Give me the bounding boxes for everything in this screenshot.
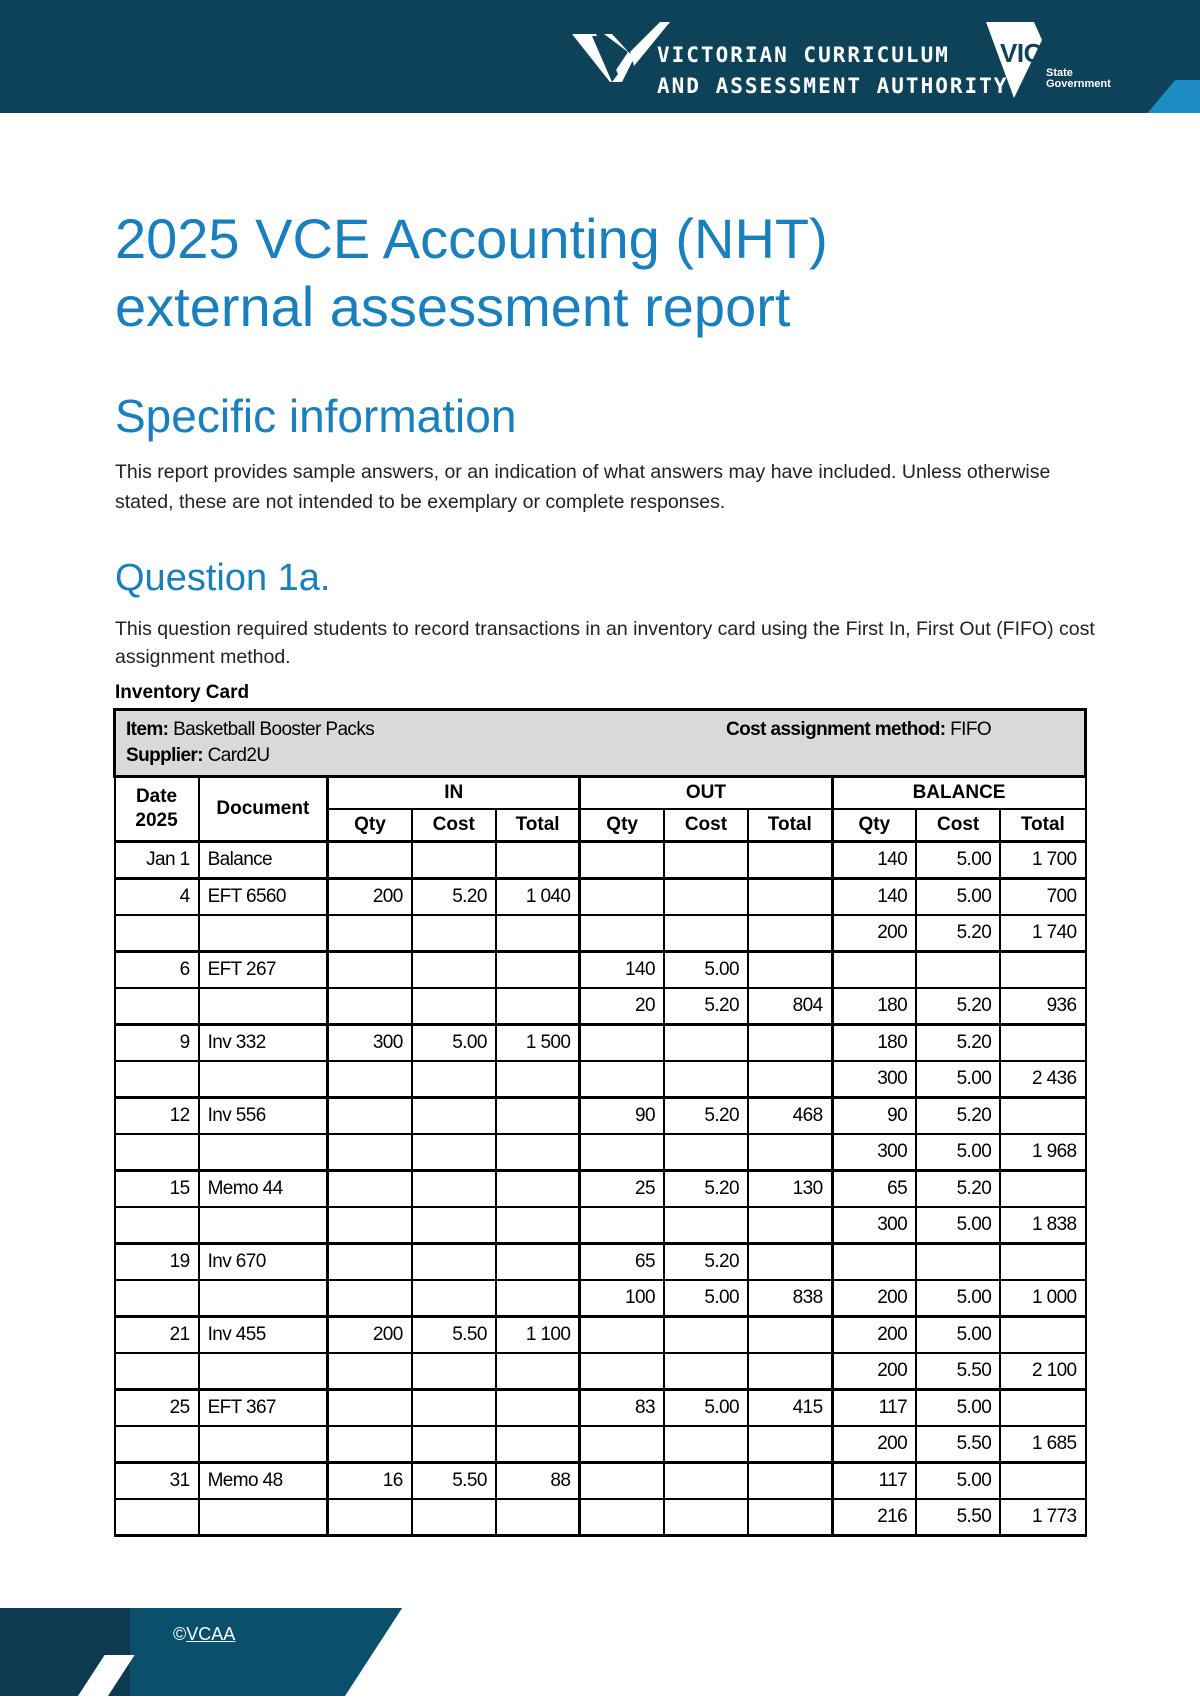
cell-in-cost (412, 915, 496, 952)
cell-out-total (748, 1463, 832, 1500)
cell-in-total (496, 1280, 580, 1317)
cell-balance-qty (832, 1244, 916, 1281)
cell-balance-total (1000, 1390, 1085, 1427)
cell-date: 31 (115, 1463, 199, 1500)
cell-balance-cost: 5.20 (916, 988, 1000, 1025)
cell-out-qty (580, 879, 664, 916)
cell-in-total (496, 842, 580, 879)
cell-balance-total: 1 968 (1000, 1134, 1085, 1171)
cell-balance-total: 2 100 (1000, 1353, 1085, 1390)
vcaa-link[interactable]: VCAA (186, 1624, 236, 1644)
cell-balance-total: 1 740 (1000, 915, 1085, 952)
cell-in-cost (412, 1098, 496, 1135)
header-accent-stripe (1125, 80, 1200, 113)
cell-balance-cost: 5.20 (916, 915, 1000, 952)
cell-in-total (496, 1207, 580, 1244)
cell-balance-qty: 300 (832, 1134, 916, 1171)
cell-out-cost (664, 879, 748, 916)
cell-in-total (496, 1426, 580, 1463)
cell-date (115, 1353, 199, 1390)
cell-document (199, 988, 328, 1025)
cell-in-cost: 5.50 (412, 1463, 496, 1500)
cell-balance-cost: 5.00 (916, 1463, 1000, 1500)
page-title-line1: 2025 VCE Accounting (NHT) (115, 207, 828, 270)
question-1a-text: This question required students to record transactions in an inventory card using the First In, First Out (FIFO) cost assignment method. (115, 618, 1095, 668)
cell-date: 9 (115, 1025, 199, 1062)
cell-document: Balance (199, 842, 328, 879)
cell-in-cost: 5.20 (412, 879, 496, 916)
item-value: Basketball Booster Packs (168, 719, 375, 740)
cell-date (115, 988, 199, 1025)
vcaa-wordmark-line1: VICTORIAN CURRICULUM (657, 43, 950, 67)
cell-document: Memo 44 (199, 1171, 328, 1208)
cell-out-cost: 5.00 (664, 1390, 748, 1427)
cell-date: Jan 1 (115, 842, 199, 879)
cell-document (199, 1134, 328, 1171)
cell-balance-total: 1 000 (1000, 1280, 1085, 1317)
balance-cost-header: Cost (916, 809, 1000, 842)
cell-in-cost (412, 1280, 496, 1317)
cell-balance-total (1000, 1463, 1085, 1500)
cell-out-cost (664, 1499, 748, 1536)
cell-in-cost (412, 1207, 496, 1244)
cell-in-qty (328, 1426, 412, 1463)
cell-document (199, 1207, 328, 1244)
cell-out-qty (580, 915, 664, 952)
cell-in-total (496, 1353, 580, 1390)
cell-in-total (496, 1098, 580, 1135)
cell-date: 19 (115, 1244, 199, 1281)
cell-in-qty (328, 1134, 412, 1171)
cell-out-qty: 83 (580, 1390, 664, 1427)
cell-date: 15 (115, 1171, 199, 1208)
date-header-line2: 2025 (135, 810, 178, 831)
cell-in-total (496, 988, 580, 1025)
cell-balance-cost: 5.00 (916, 1390, 1000, 1427)
out-group-header: OUT (580, 777, 832, 810)
cell-document: EFT 6560 (199, 879, 328, 916)
out-qty-header: Qty (580, 809, 664, 842)
balance-group-header: BALANCE (832, 777, 1085, 810)
cell-in-cost: 5.50 (412, 1317, 496, 1354)
cell-date: 25 (115, 1390, 199, 1427)
balance-qty-header: Qty (832, 809, 916, 842)
cell-out-cost (664, 1207, 748, 1244)
cell-out-cost: 5.20 (664, 988, 748, 1025)
cell-in-cost (412, 1171, 496, 1208)
cell-out-total: 130 (748, 1171, 832, 1208)
table-row (115, 1244, 1086, 1281)
cell-out-total: 838 (748, 1280, 832, 1317)
cell-in-total (496, 1134, 580, 1171)
table-row (115, 1280, 1086, 1317)
cell-date: 6 (115, 952, 199, 989)
date-column-header (115, 777, 199, 842)
cell-balance-qty: 180 (832, 988, 916, 1025)
supplier-label: Supplier: (126, 745, 203, 766)
cell-in-qty (328, 952, 412, 989)
vcaa-wordmark (657, 40, 1008, 102)
cell-out-qty (580, 1317, 664, 1354)
cell-balance-qty: 180 (832, 1025, 916, 1062)
cell-out-qty (580, 842, 664, 879)
table-row (115, 1171, 1086, 1208)
cell-out-qty: 65 (580, 1244, 664, 1281)
cell-balance-qty: 200 (832, 1426, 916, 1463)
cell-in-cost: 5.00 (412, 1025, 496, 1062)
cell-balance-cost: 5.00 (916, 1280, 1000, 1317)
cell-document (199, 1426, 328, 1463)
cell-balance-total (1000, 1317, 1085, 1354)
cell-in-qty: 300 (328, 1025, 412, 1062)
state-government-text (1046, 68, 1126, 90)
cell-out-total (748, 842, 832, 879)
cell-out-qty (580, 1426, 664, 1463)
cell-in-cost (412, 1390, 496, 1427)
cell-document: Inv 455 (199, 1317, 328, 1354)
government-text: Government (1046, 78, 1111, 90)
cell-in-cost (412, 988, 496, 1025)
cell-in-qty (328, 988, 412, 1025)
in-total-header: Total (496, 809, 580, 842)
cell-out-cost (664, 1317, 748, 1354)
supplier-field (126, 743, 1074, 769)
cell-balance-total: 936 (1000, 988, 1085, 1025)
cell-in-cost (412, 1426, 496, 1463)
cell-balance-cost: 5.50 (916, 1426, 1000, 1463)
table-row (115, 1207, 1086, 1244)
table-row (115, 952, 1086, 989)
cell-out-cost (664, 1061, 748, 1098)
table-row (115, 1390, 1086, 1427)
table-row (115, 842, 1086, 879)
cell-out-cost: 5.20 (664, 1171, 748, 1208)
specific-information-heading: Specific information (115, 390, 517, 442)
table-row (115, 1499, 1086, 1536)
specific-information-text: This report provides sample answers, or an indication of what answers may have included. Unless otherwise stated, these are not intended to be exemplary or complete responses. (115, 461, 1051, 513)
cell-in-total (496, 1390, 580, 1427)
cell-balance-total: 1 685 (1000, 1426, 1085, 1463)
item-label: Item: (126, 719, 169, 740)
table-row (115, 1426, 1086, 1463)
cell-in-qty (328, 1061, 412, 1098)
cell-date (115, 1134, 199, 1171)
table-row (115, 1061, 1086, 1098)
cell-in-qty (328, 842, 412, 879)
cell-balance-cost (916, 952, 1000, 989)
cell-in-qty (328, 1280, 412, 1317)
cell-balance-qty: 200 (832, 1280, 916, 1317)
cell-out-qty: 90 (580, 1098, 664, 1135)
method-field (726, 717, 991, 743)
in-cost-header: Cost (412, 809, 496, 842)
cell-in-cost (412, 952, 496, 989)
out-cost-header: Cost (664, 809, 748, 842)
cell-balance-qty: 216 (832, 1499, 916, 1536)
cell-out-total (748, 1207, 832, 1244)
vcaa-wordmark-line2: AND ASSESSMENT AUTHORITY (657, 74, 1009, 98)
cell-out-qty (580, 1061, 664, 1098)
cell-balance-total (1000, 1171, 1085, 1208)
inventory-card-caption: Inventory Card (115, 682, 250, 703)
cell-out-total: 804 (748, 988, 832, 1025)
cell-in-qty (328, 1171, 412, 1208)
cell-out-cost (664, 842, 748, 879)
cell-balance-total (1000, 1025, 1085, 1062)
cell-document: Memo 48 (199, 1463, 328, 1500)
table-row (115, 1317, 1086, 1354)
cell-in-cost (412, 1061, 496, 1098)
card-header-row-1 (115, 777, 1086, 810)
cell-in-cost (412, 1244, 496, 1281)
cell-document (199, 1353, 328, 1390)
cell-out-total (748, 1499, 832, 1536)
cell-balance-qty: 300 (832, 1207, 916, 1244)
cell-date: 21 (115, 1317, 199, 1354)
method-value: FIFO (945, 719, 992, 740)
cell-balance-cost: 5.00 (916, 1134, 1000, 1171)
state-text: State (1046, 67, 1073, 79)
cell-out-qty (580, 1463, 664, 1500)
cell-out-cost (664, 1463, 748, 1500)
cell-in-qty: 200 (328, 879, 412, 916)
cell-in-total: 88 (496, 1463, 580, 1500)
cell-balance-qty: 200 (832, 1317, 916, 1354)
cell-date (115, 1426, 199, 1463)
cell-out-qty (580, 1134, 664, 1171)
table-row (115, 879, 1086, 916)
table-row (115, 915, 1086, 952)
table-row (115, 1098, 1086, 1135)
victoria-wordmark: VICTORIA (1000, 38, 1120, 68)
cell-in-total (496, 1244, 580, 1281)
cell-out-qty: 20 (580, 988, 664, 1025)
out-total-header: Total (748, 809, 832, 842)
cell-date (115, 915, 199, 952)
cell-balance-total: 1 773 (1000, 1499, 1085, 1536)
cell-out-total (748, 915, 832, 952)
cell-out-qty: 25 (580, 1171, 664, 1208)
cell-out-total (748, 1244, 832, 1281)
in-qty-header: Qty (328, 809, 412, 842)
cell-document: EFT 367 (199, 1390, 328, 1427)
cell-in-qty (328, 1353, 412, 1390)
cell-in-qty (328, 1390, 412, 1427)
cell-balance-qty: 117 (832, 1463, 916, 1500)
cell-balance-qty: 200 (832, 1353, 916, 1390)
cell-in-total: 1 040 (496, 879, 580, 916)
cell-date (115, 1061, 199, 1098)
cell-date: 12 (115, 1098, 199, 1135)
cell-balance-cost: 5.00 (916, 1317, 1000, 1354)
cell-out-total (748, 1061, 832, 1098)
cell-out-qty (580, 1353, 664, 1390)
cell-in-qty (328, 1244, 412, 1281)
cell-out-cost: 5.20 (664, 1244, 748, 1281)
cell-in-qty (328, 915, 412, 952)
cell-in-total (496, 1171, 580, 1208)
cell-out-qty (580, 1025, 664, 1062)
cell-balance-total: 1 838 (1000, 1207, 1085, 1244)
balance-total-header: Total (1000, 809, 1085, 842)
cell-date (115, 1499, 199, 1536)
cell-out-cost (664, 1025, 748, 1062)
cell-balance-qty: 140 (832, 842, 916, 879)
cell-out-cost: 5.00 (664, 1280, 748, 1317)
cell-in-qty (328, 1098, 412, 1135)
cell-out-cost (664, 1426, 748, 1463)
cell-in-qty: 200 (328, 1317, 412, 1354)
cell-out-total (748, 1426, 832, 1463)
inventory-card-body (115, 842, 1086, 1536)
cell-out-cost (664, 1134, 748, 1171)
question-1a-heading: Question 1a. (115, 557, 331, 599)
item-field (126, 717, 726, 743)
cell-out-qty (580, 1499, 664, 1536)
cell-balance-qty: 200 (832, 915, 916, 952)
cell-out-cost: 5.00 (664, 952, 748, 989)
cell-in-total (496, 952, 580, 989)
cell-in-qty (328, 1207, 412, 1244)
cell-out-cost (664, 1353, 748, 1390)
cell-balance-total (1000, 1098, 1085, 1135)
method-label: Cost assignment method: (726, 719, 946, 740)
cell-balance-cost: 5.50 (916, 1353, 1000, 1390)
cell-out-total (748, 952, 832, 989)
cell-document: Inv 670 (199, 1244, 328, 1281)
in-group-header: IN (328, 777, 580, 810)
cell-balance-qty: 90 (832, 1098, 916, 1135)
cell-balance-qty: 140 (832, 879, 916, 916)
footer-copyright (173, 1624, 235, 1645)
cell-out-qty: 100 (580, 1280, 664, 1317)
cell-balance-cost: 5.00 (916, 879, 1000, 916)
cell-out-total (748, 1353, 832, 1390)
supplier-value: Card2U (202, 745, 270, 766)
cell-date (115, 1207, 199, 1244)
cell-document (199, 1280, 328, 1317)
date-header-line1: Date (135, 786, 178, 807)
cell-balance-cost: 5.50 (916, 1499, 1000, 1536)
cell-balance-total: 2 436 (1000, 1061, 1085, 1098)
cell-balance-cost: 5.20 (916, 1098, 1000, 1135)
cell-balance-total (1000, 952, 1085, 989)
cell-in-total (496, 1061, 580, 1098)
cell-out-qty: 140 (580, 952, 664, 989)
card-info-row (115, 710, 1086, 777)
cell-out-total (748, 879, 832, 916)
cell-balance-cost: 5.20 (916, 1171, 1000, 1208)
cell-balance-cost: 5.00 (916, 1207, 1000, 1244)
cell-in-cost (412, 1499, 496, 1536)
cell-in-total (496, 915, 580, 952)
cell-out-total (748, 1025, 832, 1062)
document-column-header: Document (199, 777, 328, 842)
cell-out-total (748, 1317, 832, 1354)
cell-balance-qty: 300 (832, 1061, 916, 1098)
cell-balance-cost: 5.00 (916, 842, 1000, 879)
table-row (115, 1353, 1086, 1390)
cell-in-cost (412, 842, 496, 879)
cell-out-total: 468 (748, 1098, 832, 1135)
cell-in-total: 1 100 (496, 1317, 580, 1354)
copyright-symbol: © (173, 1624, 187, 1644)
cell-document (199, 1499, 328, 1536)
cell-out-qty (580, 1207, 664, 1244)
inventory-card-table (113, 708, 1087, 1537)
cell-out-total: 415 (748, 1390, 832, 1427)
cell-balance-cost (916, 1244, 1000, 1281)
cell-date (115, 1280, 199, 1317)
table-row (115, 1463, 1086, 1500)
cell-in-cost (412, 1353, 496, 1390)
cell-balance-total (1000, 1244, 1085, 1281)
cell-document (199, 915, 328, 952)
page-title (115, 205, 1115, 341)
cell-document: EFT 267 (199, 952, 328, 989)
cell-out-total (748, 1134, 832, 1171)
cell-document: Inv 556 (199, 1098, 328, 1135)
cell-balance-qty (832, 952, 916, 989)
table-row (115, 1025, 1086, 1062)
cell-balance-cost: 5.00 (916, 1061, 1000, 1098)
cell-in-qty: 16 (328, 1463, 412, 1500)
cell-in-total (496, 1499, 580, 1536)
cell-balance-total: 700 (1000, 879, 1085, 916)
page-title-line2: external assessment report (115, 275, 791, 338)
cell-in-cost (412, 1134, 496, 1171)
cell-balance-cost: 5.20 (916, 1025, 1000, 1062)
cell-balance-qty: 65 (832, 1171, 916, 1208)
cell-in-qty (328, 1499, 412, 1536)
cell-balance-total: 1 700 (1000, 842, 1085, 879)
cell-document (199, 1061, 328, 1098)
cell-out-cost: 5.20 (664, 1098, 748, 1135)
table-row (115, 988, 1086, 1025)
cell-out-cost (664, 915, 748, 952)
cell-in-total: 1 500 (496, 1025, 580, 1062)
table-row (115, 1134, 1086, 1171)
cell-balance-qty: 117 (832, 1390, 916, 1427)
cell-date: 4 (115, 879, 199, 916)
cell-document: Inv 332 (199, 1025, 328, 1062)
